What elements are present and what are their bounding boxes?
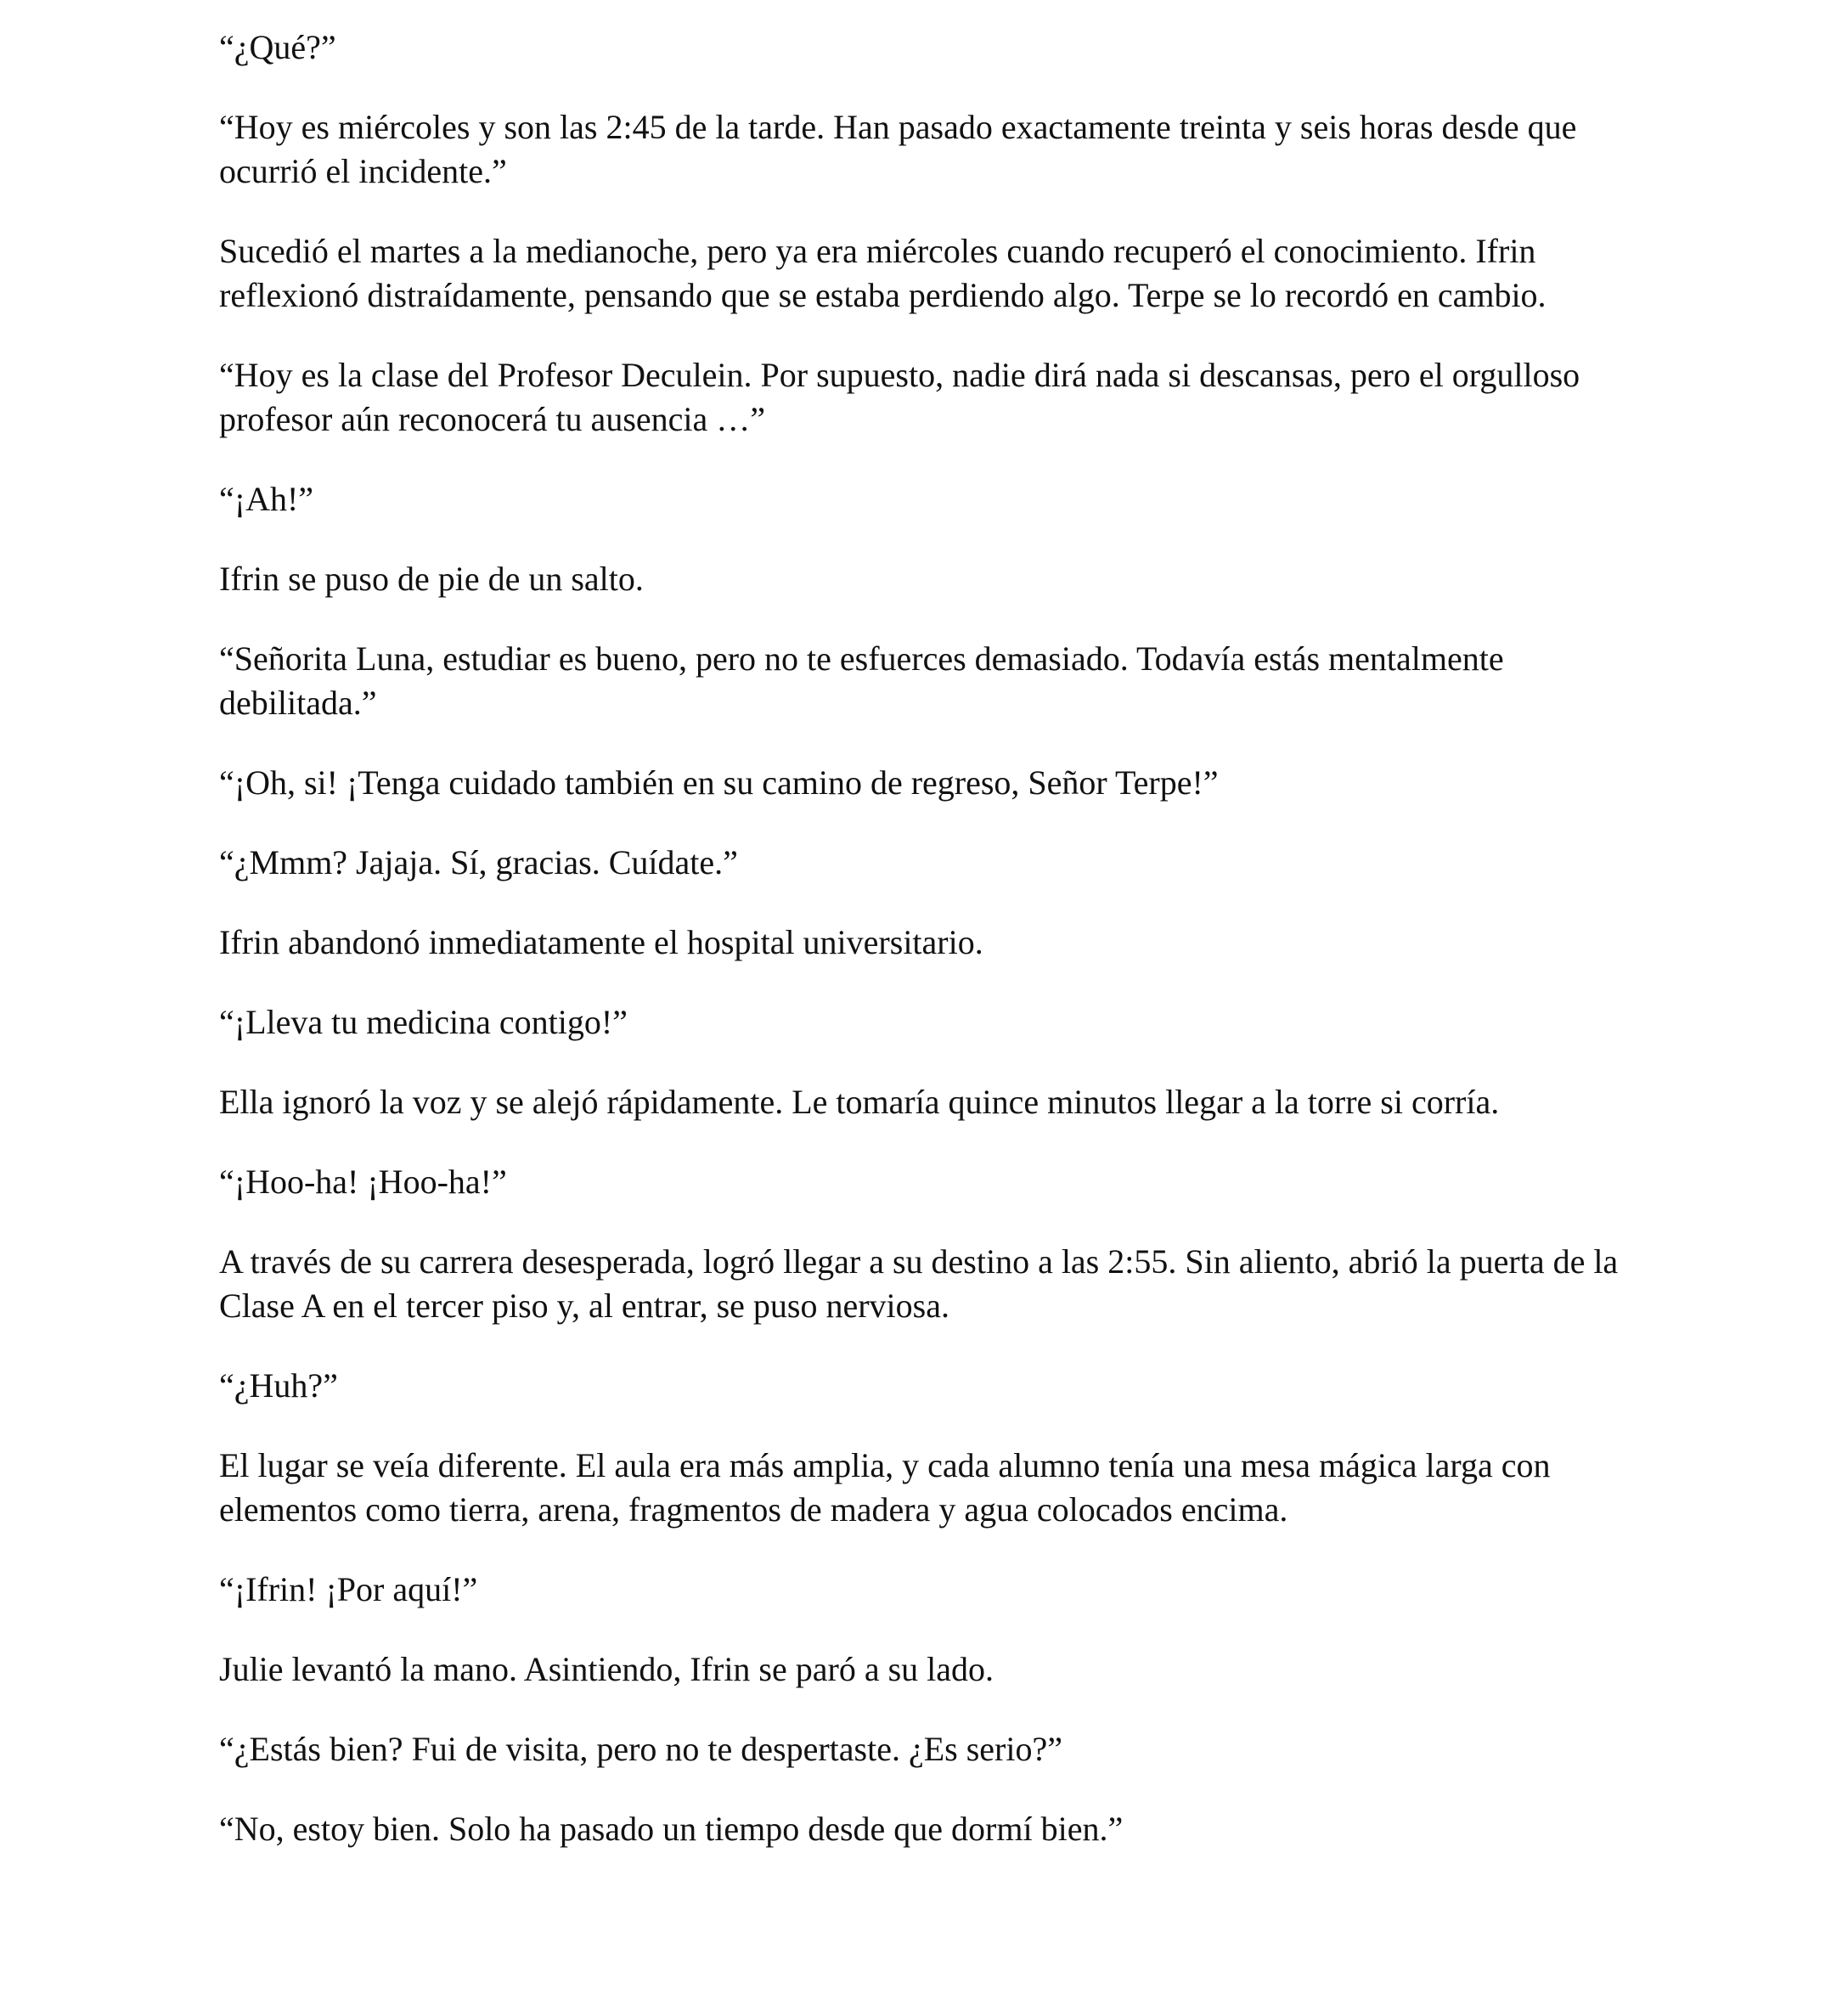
paragraph: “No, estoy bien. Solo ha pasado un tiempo desde que dormí bien.”	[219, 1810, 1124, 1848]
paragraph: “¡Ifrin! ¡Por aquí!”	[219, 1570, 478, 1608]
paragraph: “Hoy es miércoles y son las 2:45 de la tarde. Han pasado exactamente treinta y seis horas desde que ocurrió el incidente.”	[219, 108, 1577, 190]
paragraph: Sucedió el martes a la medianoche, pero ya era miércoles cuando recuperó el conocimiento. Ifrin reflexionó distraídamente, pensando que se estaba perdiendo algo. Terpe se lo recordó en cambio.	[219, 232, 1547, 314]
paragraph: “¿Mmm? Jajaja. Sí, gracias. Cuídate.”	[219, 843, 738, 881]
paragraph: “¡Oh, si! ¡Tenga cuidado también en su camino de regreso, Señor Terpe!”	[219, 763, 1219, 802]
paragraph: Ifrin se puso de pie de un salto.	[219, 560, 644, 598]
paragraph: “Señorita Luna, estudiar es bueno, pero no te esfuerces demasiado. Todavía estás mentalmente debilitada.”	[219, 639, 1504, 722]
paragraph: A través de su carrera desesperada, logró llegar a su destino a las 2:55. Sin aliento, abrió la puerta de la Clase A en el tercer piso y, al entrar, se puso nerviosa.	[219, 1242, 1619, 1325]
paragraph: El lugar se veía diferente. El aula era más amplia, y cada alumno tenía una mesa mágica larga con elementos como tierra, arena, fragmentos de madera y agua colocados encima.	[219, 1446, 1551, 1529]
paragraph: “¿Qué?”	[219, 28, 336, 66]
paragraph: “¿Estás bien? Fui de visita, pero no te despertaste. ¿Es serio?”	[219, 1730, 1062, 1768]
paragraph: “Hoy es la clase del Profesor Deculein. Por supuesto, nadie dirá nada si descansas, pero el orgulloso profesor aún reconocerá tu ausencia …”	[219, 356, 1580, 438]
paragraph: “¿Huh?”	[219, 1366, 338, 1405]
document-page	[219, 25, 1663, 1887]
paragraph: Ella ignoró la voz y se alejó rápidamente. Le tomaría quince minutos llegar a la torre si corría.	[219, 1083, 1500, 1121]
paragraph: “¡Lleva tu medicina contigo!”	[219, 1003, 628, 1041]
paragraph: Julie levantó la mano. Asintiendo, Ifrin se paró a su lado.	[219, 1650, 994, 1688]
paragraph: Ifrin abandonó inmediatamente el hospital universitario.	[219, 923, 983, 961]
paragraph: “¡Hoo-ha! ¡Hoo-ha!”	[219, 1163, 507, 1201]
paragraph: “¡Ah!”	[219, 480, 314, 518]
